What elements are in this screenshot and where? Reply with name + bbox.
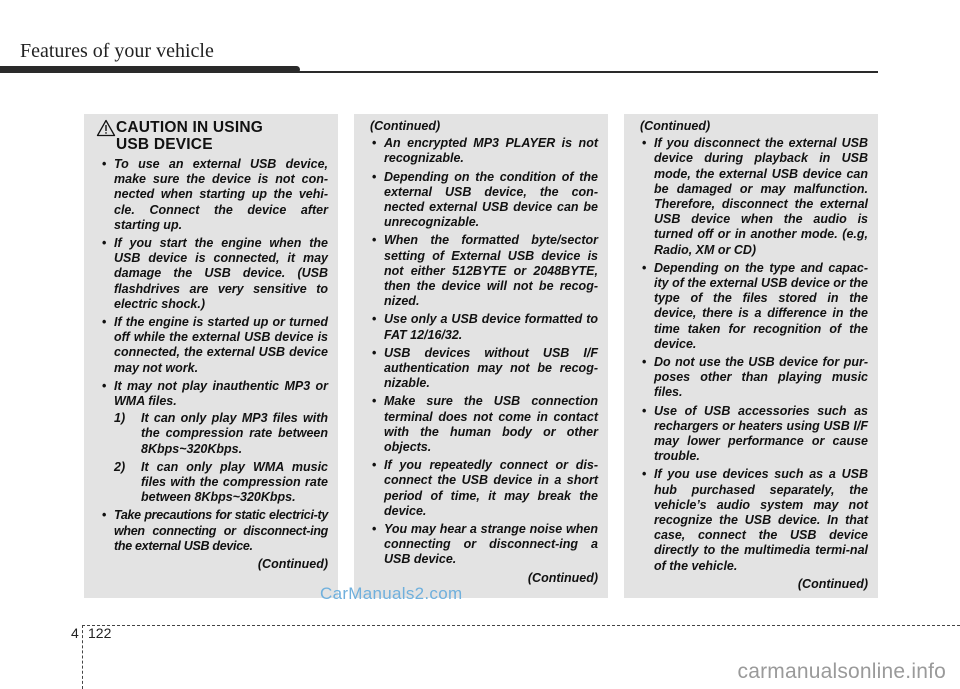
caution-item: • Depending on the condition of the external USB device, the con-nected external USB device can be unrecognizable. — [370, 170, 598, 231]
continued-label-top: (Continued) — [370, 119, 441, 133]
caution-item: • If the engine is started up or turned off while the external USB device is connected, the external USB device may not work. — [100, 315, 328, 376]
header-bar — [0, 66, 300, 73]
caution-item: • If you use devices such as a USB hub purchased separately, the vehicle’s audio system may not recognize the USB device. In that case, connect the USB device directly to the multimedia termi-nal of the vehicle. — [640, 467, 868, 573]
footer-rule — [82, 625, 960, 626]
caution-item: • Use of USB accessories such as rechargers or heaters using USB I/F may lower performance or cause trouble. — [640, 404, 868, 465]
caution-item: • To use an external USB device, make sure the device is not con-nected when starting up the vehi-cle. Connect the device after starting up. — [100, 157, 328, 233]
caution-box — [84, 114, 338, 598]
continued-label-top: (Continued) — [640, 119, 711, 133]
caution-item: • Do not use the USB device for pur-poses other than playing music files. — [640, 355, 868, 401]
sub-item — [114, 460, 328, 506]
caution-item: • When the formatted byte/sector setting of External USB device is not either 512BYTE or 2048BYTE, then the device will not be recog-nized. — [370, 233, 598, 309]
continued-label: (Continued) — [527, 570, 598, 585]
caution-item: • If you disconnect the external USB device during playback in USB mode, the external USB device can be damaged or may malfunction. Therefore, disconnect the external USB device when the audio is turned off or in another mode. (e.g, Radio, XM or CD) — [640, 136, 868, 258]
footer-watermark: carmanualsonline.info — [737, 660, 946, 683]
sub-list — [114, 411, 328, 505]
warning-triangle-icon — [96, 119, 116, 137]
sub-item-number: 1) — [114, 411, 126, 426]
page-header-title: Features of your vehicle — [20, 40, 214, 62]
caution-box-continued-1 — [354, 114, 608, 598]
caution-box-continued-2 — [624, 114, 878, 598]
sub-item-text: It can only play WMA music files with the compression rate between 8Kbps~320Kbps. — [141, 459, 328, 505]
caution-item: • Use only a USB device formatted to FAT 12/16/32. — [370, 312, 598, 342]
caution-item — [100, 379, 328, 506]
caution-title-line1: CAUTION IN USING — [116, 119, 264, 136]
site-watermark: CarManuals2.com — [320, 584, 463, 603]
caution-item: • You may hear a strange noise when connecting or disconnect-ing a USB device. — [370, 522, 598, 568]
page-number: 122 — [88, 625, 112, 641]
caution-item: • If you start the engine when the USB device is connected, it may damage the USB device. (USB flashdrives are very sensitive to electric shock.) — [100, 236, 328, 312]
sub-item — [114, 411, 328, 457]
caution-item: • If you repeatedly connect or dis-connect the USB device in a short period of time, it may break the device. — [370, 458, 598, 519]
caution-item: • USB devices without USB I/F authentication may not be recog-nizable. — [370, 346, 598, 392]
caution-item-text: It may not play inauthentic MP3 or WMA files. — [114, 378, 328, 409]
continued-label: (Continued) — [257, 557, 328, 572]
sub-item-text: It can only play MP3 files with the compression rate between 8Kbps~320Kbps. — [141, 411, 328, 456]
sub-item-number: 2) — [114, 459, 126, 474]
caution-item: • Make sure the USB connection terminal does not come in contact with the human body or other objects. — [370, 394, 598, 455]
header-rule — [296, 71, 878, 73]
continued-label: (Continued) — [797, 576, 868, 591]
caution-item: • An encrypted MP3 PLAYER is not recognizable. — [370, 136, 598, 166]
caution-item: • Depending on the type and capac-ity of the external USB device or the type of the files stored in the device, there is a difference in the time taken for recognition of the device. — [640, 261, 868, 352]
page-section-number: 4 — [71, 625, 79, 641]
caution-heading — [100, 119, 328, 153]
caution-title-line2: USB DEVICE — [116, 136, 213, 153]
caution-item: • Take precautions for static electrici-ty when connecting or disconnect-ing the external USB device. — [100, 508, 328, 554]
footer-divider — [82, 625, 83, 689]
